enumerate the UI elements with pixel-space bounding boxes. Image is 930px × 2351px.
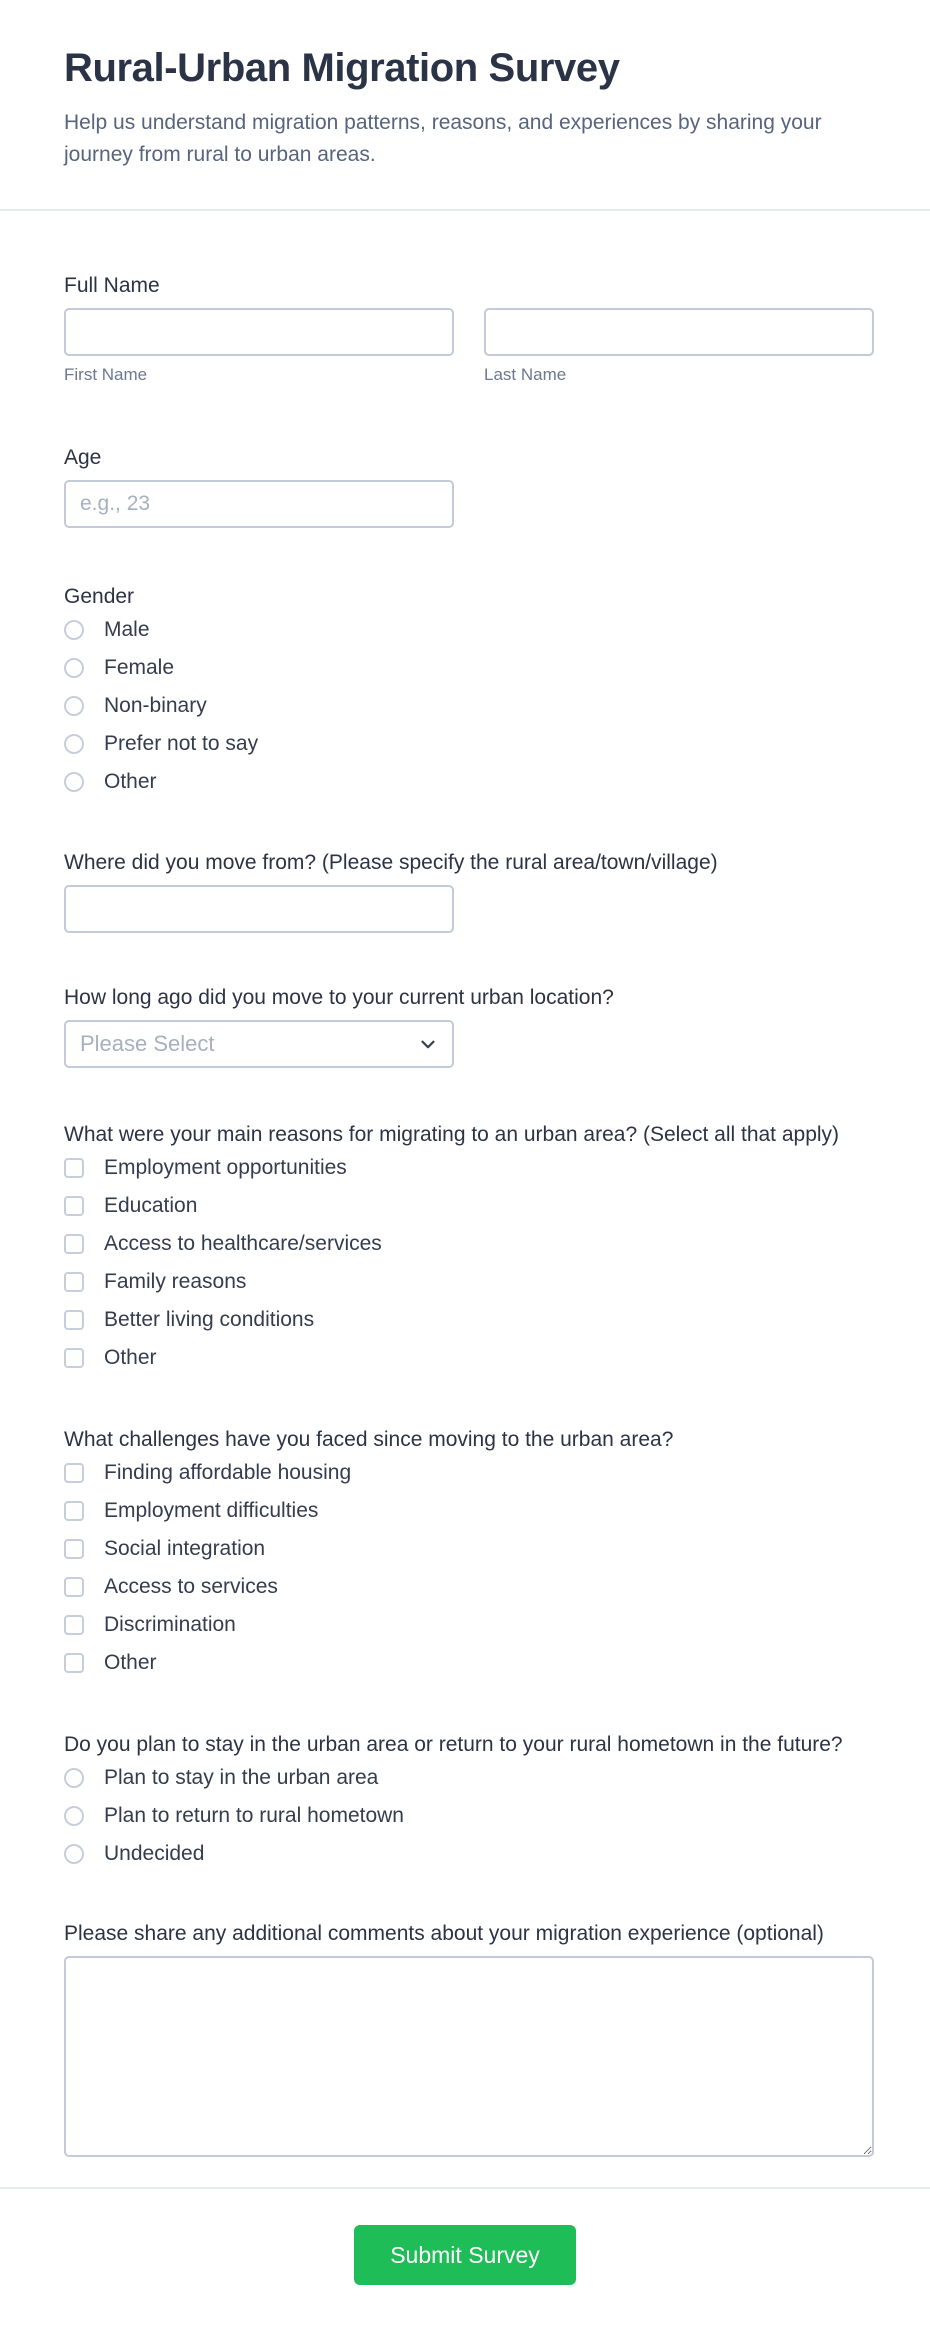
chevron-down-icon <box>417 1033 439 1055</box>
field-gender <box>64 584 874 792</box>
reason-option-other[interactable] <box>64 1347 874 1368</box>
comments-textarea[interactable] <box>64 1956 874 2157</box>
field-full-name <box>64 273 874 385</box>
plan-label: Do you plan to stay in the urban area or return to your rural hometown in the future? <box>64 1733 843 1756</box>
last-name-input[interactable] <box>484 308 874 356</box>
gender-option-label: Male <box>104 618 150 641</box>
reason-option-living-conditions[interactable] <box>64 1309 874 1330</box>
form-header <box>0 0 930 209</box>
reasons-options <box>64 1157 874 1368</box>
page-title: Rural-Urban Migration Survey <box>64 46 620 90</box>
challenge-option-label: Employment difficulties <box>104 1499 319 1522</box>
first-name-sublabel: First Name <box>64 365 148 384</box>
age-label: Age <box>64 446 102 469</box>
full-name-label: Full Name <box>64 274 160 297</box>
submit-button[interactable]: Submit Survey <box>354 2225 576 2285</box>
radio-icon[interactable] <box>64 1844 84 1864</box>
reason-option-healthcare[interactable] <box>64 1233 874 1254</box>
checkbox-icon[interactable] <box>64 1310 84 1330</box>
gender-option-female[interactable] <box>64 657 874 678</box>
comments-label: Please share any additional comments about your migration experience (optional) <box>64 1922 824 1945</box>
full-name-row <box>64 308 874 385</box>
challenges-label: What challenges have you faced since moving to the urban area? <box>64 1428 674 1451</box>
checkbox-icon[interactable] <box>64 1539 84 1559</box>
field-comments <box>64 1921 874 2157</box>
gender-option-male[interactable] <box>64 619 874 640</box>
reason-option-employment[interactable] <box>64 1157 874 1178</box>
checkbox-icon[interactable] <box>64 1234 84 1254</box>
checkbox-icon[interactable] <box>64 1196 84 1216</box>
reason-option-label: Other <box>104 1346 157 1369</box>
field-challenges <box>64 1427 874 1673</box>
challenge-option-label: Access to services <box>104 1575 278 1598</box>
challenge-option-label: Discrimination <box>104 1613 236 1636</box>
challenge-option-label: Finding affordable housing <box>104 1461 352 1484</box>
gender-options <box>64 619 874 792</box>
field-plan <box>64 1732 874 1864</box>
reason-option-label: Family reasons <box>104 1270 247 1293</box>
reason-option-label: Employment opportunities <box>104 1156 347 1179</box>
first-name-col <box>64 308 454 385</box>
challenge-option-other[interactable] <box>64 1652 874 1673</box>
challenge-option-employment[interactable] <box>64 1500 874 1521</box>
reason-option-education[interactable] <box>64 1195 874 1216</box>
form-footer <box>0 2189 930 2332</box>
gender-option-prefer-not-to-say[interactable] <box>64 733 874 754</box>
how-long-label: How long ago did you move to your current urban location? <box>64 986 614 1009</box>
reasons-label: What were your main reasons for migrating to an urban area? (Select all that apply) <box>64 1123 840 1146</box>
gender-option-label: Non-binary <box>104 694 207 717</box>
plan-option-return[interactable] <box>64 1805 874 1826</box>
plan-option-label: Plan to return to rural hometown <box>104 1804 404 1827</box>
radio-icon[interactable] <box>64 620 84 640</box>
plan-option-label: Undecided <box>104 1842 205 1865</box>
moved-from-input[interactable] <box>64 885 454 933</box>
challenge-option-discrimination[interactable] <box>64 1614 874 1635</box>
field-age <box>64 445 874 528</box>
gender-option-non-binary[interactable] <box>64 695 874 716</box>
field-how-long <box>64 985 874 1068</box>
select-placeholder-value: Please Select <box>80 1031 215 1056</box>
checkbox-icon[interactable] <box>64 1463 84 1483</box>
checkbox-icon[interactable] <box>64 1615 84 1635</box>
reason-option-label: Education <box>104 1194 198 1217</box>
form-body <box>0 211 930 2187</box>
first-name-input[interactable] <box>64 308 454 356</box>
checkbox-icon[interactable] <box>64 1348 84 1368</box>
plan-options <box>64 1767 874 1864</box>
challenge-option-social-integration[interactable] <box>64 1538 874 1559</box>
reason-option-label: Access to healthcare/services <box>104 1232 382 1255</box>
plan-option-undecided[interactable] <box>64 1843 874 1864</box>
moved-from-label: Where did you move from? (Please specify the rural area/town/village) <box>64 851 718 874</box>
reason-option-family[interactable] <box>64 1271 874 1292</box>
how-long-select[interactable] <box>64 1020 454 1068</box>
radio-icon[interactable] <box>64 1806 84 1826</box>
challenge-option-housing[interactable] <box>64 1462 874 1483</box>
last-name-sublabel: Last Name <box>484 365 567 384</box>
checkbox-icon[interactable] <box>64 1158 84 1178</box>
gender-option-label: Other <box>104 770 157 793</box>
checkbox-icon[interactable] <box>64 1501 84 1521</box>
radio-icon[interactable] <box>64 696 84 716</box>
gender-option-label: Female <box>104 656 175 679</box>
challenge-option-services[interactable] <box>64 1576 874 1597</box>
radio-icon[interactable] <box>64 772 84 792</box>
field-moved-from <box>64 850 874 933</box>
challenge-option-label: Other <box>104 1651 157 1674</box>
gender-option-label: Prefer not to say <box>104 732 259 755</box>
radio-icon[interactable] <box>64 734 84 754</box>
checkbox-icon[interactable] <box>64 1577 84 1597</box>
radio-icon[interactable] <box>64 1768 84 1788</box>
checkbox-icon[interactable] <box>64 1272 84 1292</box>
plan-option-label: Plan to stay in the urban area <box>104 1766 379 1789</box>
challenge-option-label: Social integration <box>104 1537 266 1560</box>
checkbox-icon[interactable] <box>64 1653 84 1673</box>
reason-option-label: Better living conditions <box>104 1308 315 1331</box>
field-reasons <box>64 1122 874 1368</box>
challenges-options <box>64 1462 874 1673</box>
form-description: Help us understand migration patterns, reasons, and experiences by sharing your journey from rural to urban areas. <box>64 111 822 166</box>
age-input[interactable] <box>64 480 454 528</box>
gender-option-other[interactable] <box>64 771 874 792</box>
plan-option-stay[interactable] <box>64 1767 874 1788</box>
last-name-col <box>484 308 874 385</box>
gender-label: Gender <box>64 585 135 608</box>
radio-icon[interactable] <box>64 658 84 678</box>
